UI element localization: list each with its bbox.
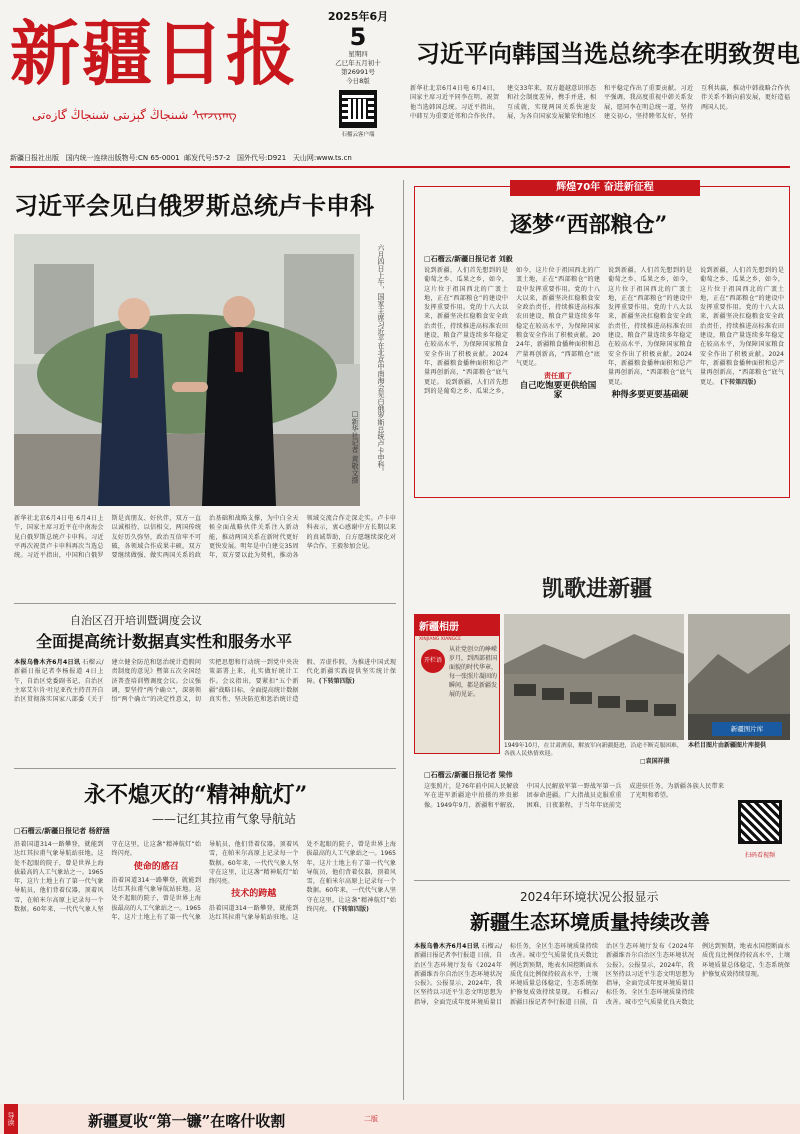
qr-caption: 石榴云客户端	[341, 132, 375, 138]
lunar-date: 乙巳年五月初十	[335, 59, 381, 67]
grain-comment-kicker: 责任重了	[544, 372, 572, 381]
masthead-divider	[10, 166, 790, 168]
grain-byline: □石榴云/新疆日报记者 刘毅	[424, 255, 513, 263]
weather-subhead: 使命的感召	[133, 861, 179, 872]
qr-code[interactable]	[339, 90, 377, 128]
troops-photo-illustration	[504, 614, 684, 740]
eco-headline: 新疆生态环境质量持续改善	[470, 910, 710, 934]
belarus-photo-caption: 六月四日上午，国家主席习近平在北京中南海会见白俄罗斯总统卢卡申科。	[377, 244, 385, 475]
kaige-photo	[504, 614, 684, 740]
website[interactable]: 天山网:www.ts.cn	[292, 154, 352, 162]
kaige-photo-credit: □袁国祥摄	[640, 758, 670, 765]
section-divider	[14, 603, 396, 604]
photo-library-logo: 新疆图片库	[712, 722, 782, 736]
kaige-photo-caption: 1949年10月，在甘肃酒泉，解放军向新疆挺进，沿途不断克服困难，各族人民热情欢迎。	[504, 743, 683, 757]
weather-subhead-2: 技术的跨越	[231, 889, 277, 900]
section-divider-2	[14, 768, 396, 769]
stats-kicker: 自治区召开培训暨调度会议	[70, 614, 202, 627]
lead-headline: 习近平向韩国当选总统李在明致贺电	[416, 39, 800, 68]
masthead	[10, 6, 310, 126]
kaige-byline: □石榴云/新疆日报记者 梁伟	[424, 771, 513, 779]
weather-body-2: 沿着国道314一路攀登，就能到达红其拉甫气象导航站驻地。这处不起眼的院子，曾是世界上海拔最高的人工气象站之一。1965年，这片土地上有了第一代气象导航员，他们背着仪器，顶着风雪，在帕米尔高原上记录每一个数据。60年来，一代代气象人坚守在这里，让这盏“精神航灯”始终闪亮。	[111, 841, 299, 922]
masthead-scripts: شىنجاڭ گېزىتى شىنجاڭ گازەتى ᠰᠢᠨᠵᠢᠶᠠᠩ	[32, 108, 237, 122]
section-divider-3	[414, 880, 790, 881]
kaige-qr-code[interactable]	[738, 800, 782, 844]
bottom-headline[interactable]: 新疆夏收“第一镰”在喀什收割	[88, 1112, 286, 1130]
grain-headline: 逐梦“西部粮仓”	[510, 212, 668, 238]
cn-number: 国内统一连续出版物号:CN 65-0001	[65, 154, 180, 162]
ribbon-title: 新疆相册	[415, 615, 499, 636]
newspaper-title: 新疆日报	[10, 12, 298, 95]
belarus-body: 新华社北京6月4日电 6月4日上午，国家主席习近平在中南海会见白俄罗斯总统卢卡申科。习近平再次祝贺卢卡申科再次当选总统。习近平指出，中国和白俄罗斯是真朋友、好伙伴，双方一直以诚相待，以信相交，两国传统友好历久弥坚，政治互信牢不可破，各领域合作成果丰硕。双方要继续做强、做实两国关系的政治基础和战略支撑，为中白全天候全面战略伙伴关系注入新动能，推动两国关系在新时代更好更快发展。明年是中白建交35周年，双方要以此为契机，推动各领域交流合作走深走实。卢卡申科表示，衷心感谢中方长期以来的真诚帮助，白方愿继续深化对华合作。王毅参加会见。	[14, 515, 396, 560]
ribbon-subtitle: XINJIANG XIANGCE	[419, 637, 462, 642]
weather-article	[14, 840, 396, 1100]
belarus-photo	[14, 234, 360, 506]
bottom-page-ref: 二版	[364, 1115, 378, 1123]
bottom-tag: 导读	[4, 1104, 18, 1134]
kaige-body: 这张照片，是76年前中国人民解放军在进军新疆途中拍摄的珍贵影像。1949年9月，新疆和平解放，中国人民解放军第一野战军第一兵团奉命进疆。广大指战员克服重重困难，日夜兼程，于当年年底前完成进驻任务，为新疆各族人民带来了光明和希望。	[424, 783, 724, 809]
lead-body: 新华社北京6月4日电 6月4日，国家主席习近平同李在明，祝贺他当选韩国总统。习近平指出，中韩互为重要近邻和合作伙伴。建交33年来，双方超越意识形态和社会制度差异，携手并进，相互成就，实现两国关系快速发展，为各自国家发展繁荣和地区和平稳定作出了重要贡献。习近平强调，我高度重视中韩关系发展，愿同李在明总统一道，坚持建交初心，坚持睦邻友好，坚持互利共赢，推动中韩战略合作伙伴关系不断向前发展，更好造福两国人民。	[410, 85, 790, 120]
grain-banner: 辉煌70年 奋进新征程	[510, 180, 700, 196]
weather-subtitle: ——记红其拉甫气象导航站	[152, 812, 297, 826]
weather-byline: □石榴云/新疆日报记者 杨舒涵	[14, 827, 110, 835]
publisher: 新疆日报社出版	[10, 154, 59, 162]
belarus-photo-credit: □新华社记者 黄敬文摄	[351, 410, 359, 484]
stats-dateline: 本报乌鲁木齐6月4日讯	[14, 659, 81, 666]
weekday: 星期四	[348, 50, 368, 58]
kaige-sidebar	[414, 614, 500, 754]
stats-more: (下转第四版)	[318, 677, 355, 685]
day: 5	[349, 23, 367, 51]
column-divider	[403, 180, 404, 1100]
weather-body: 沿着国道314一路攀登，就能到达红其拉甫气象导航站驻地。这处不起眼的院子，曾是世界上海拔最高的人工气象站之一。1965年，这片土地上有了第一代气象导航员，他们背着仪器，顶着风雪，在帕米尔高原上记录每一个数据。60年来，一代代气象人坚守在这里，让这盏“精神航灯”始终闪亮。	[14, 841, 201, 914]
belarus-headline: 习近平会见白俄罗斯总统卢卡申科	[14, 191, 374, 220]
stats-body: 石榴云/新疆日报记者李杨报道 4日上午，自治区党委副书记、自治区主席艾尔肯·吐尼亚孜主持召开自治区贯彻落实国家八部委《关于建立健全防范和惩治统计造假问责制度的意见》暨第五次全国经济普查培训暨调度会议。会议强调，要坚持“两个确立”，深刻领悟“两个确立”的决定性意义，切实把思想和行动统一到党中央决策部署上来，扎实做好统计工作。会议指出，要紧扣“五个新疆”战略目标，全面提高统计数据真实性，坚决防范和惩治统计造假、弄虚作假，为推进中国式现代化新疆实践提供坚实统计保障。	[14, 659, 396, 704]
foreign-code: 国外代号:D921	[237, 154, 287, 162]
kaige-qr-caption: 扫码看视频	[744, 852, 775, 859]
grain-subhead: 种得多要更要基础硬	[611, 389, 689, 400]
kaige-headline: 凯歌进新疆	[542, 576, 653, 602]
meeting-photo-illustration	[14, 234, 360, 506]
issue-number: 第26991号	[341, 68, 375, 76]
weather-more: (下转第四版)	[332, 906, 369, 914]
kaige-intro: 从社党创立的峥嵘岁月，到西部祖国面貌的时代华章，每一张照片凝固的瞬间，都是新疆发展的见证。	[449, 646, 497, 698]
eco-kicker: 2024年环境状况公报显示	[520, 890, 659, 904]
page-count: 今日8版	[346, 77, 370, 85]
grain-more: (下转第四版)	[720, 378, 757, 386]
date-box	[326, 8, 390, 138]
year-month: 2025年6月	[327, 10, 389, 23]
opening-label: 开栏语	[421, 649, 445, 673]
grain-article	[424, 266, 784, 490]
eco-body-2: 石榴云/新疆日报记者李行报道 日前，自治区生态环境厅发布《2024年新疆维吾尔自治区生态环境状况公报》。公报显示，2024年，我区坚持以习近平生态文明思想为指导，全面完成年度环境质量目标任务，全区生态环境质量持续改善。城市空气质量优良天数比例达到预期，地表水国控断面水质优良比例保持较高水平，土壤环境质量总体稳定，生态系统保护修复成效持续显现。	[510, 943, 790, 1006]
eco-body: 石榴云/新疆日报记者李行报道 日前，自治区生态环境厅发布《2024年新疆维吾尔自治区生态环境状况公报》。公报显示，2024年，我区坚持以习近平生态文明思想为指导，全面完成年度环境质量目标任务，全区生态环境质量持续改善。城市空气质量优良天数比例达到预期，地表水国控断面水质优良比例保持较高水平，土壤环境质量总体稳定，生态系统保护修复成效持续显现。	[414, 943, 598, 1006]
grain-body-2: 说到新疆，人们首先想到的是葡萄之乡、瓜果之乡，如今，这片位于祖国西北的广袤土地，正在“西部粮仓”的建设中发挥重要作用。党的十八大以来，新疆坚决扛稳粮食安全政治责任，持续推进高标准农田建设，粮食产量连续多年稳定在较高水平，为保障国家粮食安全作出了积极贡献。2024年，新疆粮食播种面积和总产量再创新高，“西部粮仓”底气更足。	[424, 267, 600, 395]
weather-body-3: 沿着国道314一路攀登，就能到达红其拉甫气象导航站驻地。这处不起眼的院子，曾是世界上海拔最高的人工气象站之一。1965年，这片土地上有了第一代气象导航员，他们背着仪器，顶着风雪，在帕米尔高原上记录每一个数据。60年来，一代代气象人坚守在这里，让这盏“精神航灯”始终闪亮。	[209, 841, 396, 922]
eco-article	[414, 942, 790, 1102]
stats-headline: 全面提高统计数据真实性和服务水平	[36, 632, 293, 651]
grain-comment-head: 自己吃饱要更供给国家	[519, 380, 597, 400]
grain-body-3: 说到新疆，人们首先想到的是葡萄之乡、瓜果之乡，如今，这片位于祖国西北的广袤土地，正在“西部粮仓”的建设中发挥重要作用。党的十八大以来，新疆坚决扛稳粮食安全政治责任，持续推进高标准农田建设，粮食产量连续多年稳定在较高水平，为保障国家粮食安全作出了积极贡献。2024年，新疆粮食播种面积和总产量再创新高，“西部粮仓”底气更足。	[608, 267, 692, 386]
eco-dateline: 本报乌鲁木齐6月4日讯	[414, 943, 480, 950]
grain-body-4: 说到新疆，人们首先想到的是葡萄之乡、瓜果之乡，如今，这片位于祖国西北的广袤土地，正在“西部粮仓”的建设中发挥重要作用。党的十八大以来，新疆坚决扛稳粮食安全政治责任，持续推进高标准农田建设，粮食产量连续多年稳定在较高水平，为保障国家粮食安全作出了积极贡献。2024年，新疆粮食播种面积和总产量再创新高，“西部粮仓”底气更足。	[700, 267, 784, 386]
stats-article	[14, 658, 396, 764]
grain-body: 说到新疆，人们首先想到的是葡萄之乡、瓜果之乡，如今，这片位于祖国西北的广袤土地，正在“西部粮仓”的建设中发挥重要作用。党的十八大以来，新疆坚决扛稳粮食安全政治责任，持续推进高标准农田建设，粮食产量连续多年稳定在较高水平，为保障国家粮食安全作出了积极贡献。2024年，新疆粮食播种面积和总产量再创新高，“西部粮仓”底气更足。	[424, 267, 508, 386]
kaige-right-caption: 本栏目图片由新疆图片库提供	[688, 742, 767, 749]
postal-code: 邮发代号:57-2	[184, 154, 231, 162]
weather-headline: 永不熄灭的“精神航灯”	[84, 782, 308, 808]
info-bar	[10, 152, 790, 164]
